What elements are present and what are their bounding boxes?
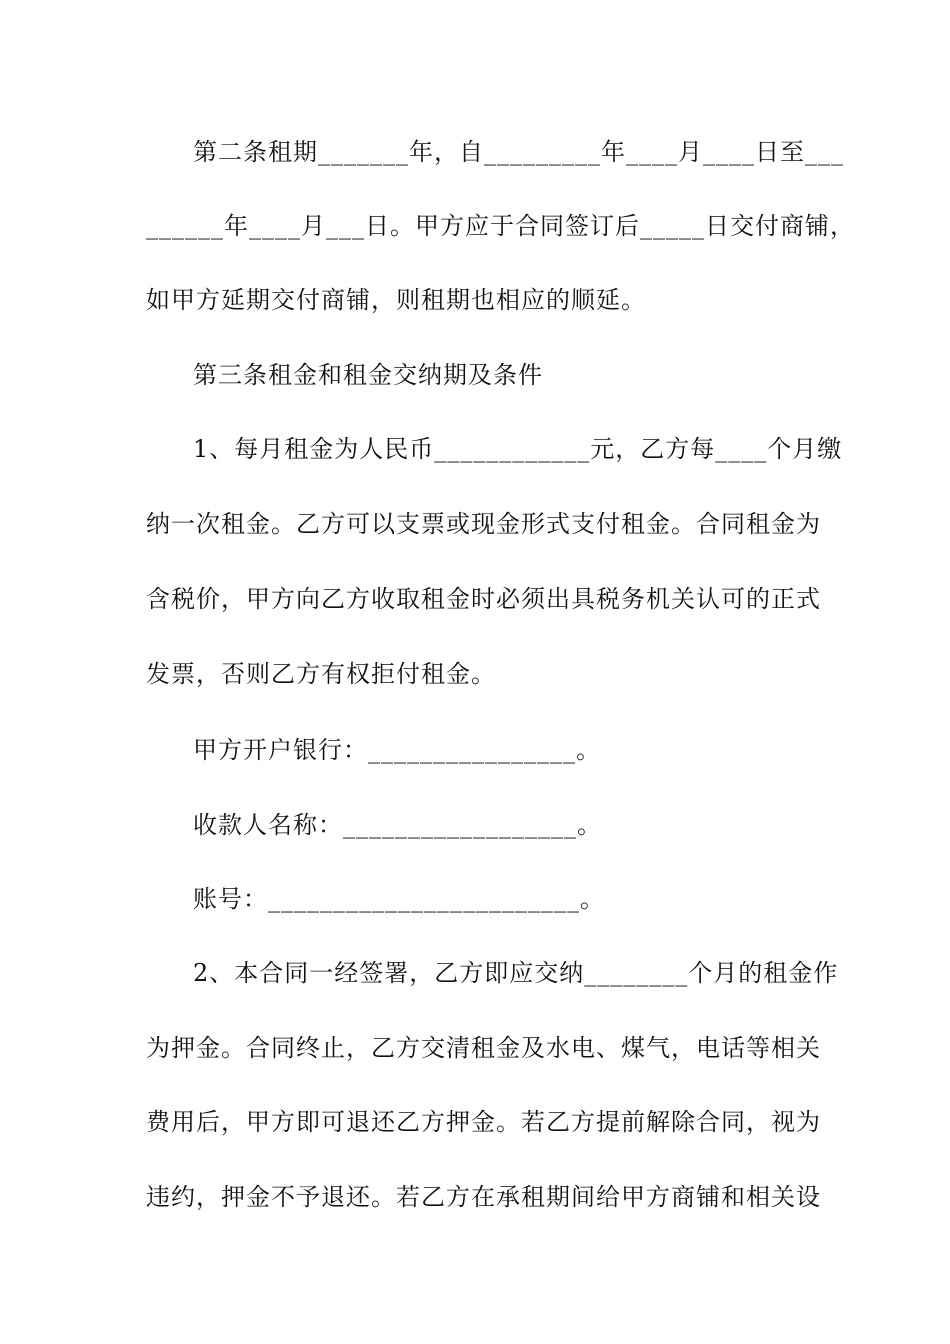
clause-1-line-3: 含税价，甲方向乙方收取租金时必须出具税务机关认可的正式 bbox=[146, 585, 821, 613]
clause-1-line-4: 发票，否则乙方有权拒付租金。 bbox=[146, 660, 496, 688]
clause-1-line-1: 1、每月租金为人民币____________元，乙方每____个月缴 bbox=[193, 435, 843, 463]
article-2-line-1: 第二条租期_______年，自_________年____月____日至___ bbox=[193, 138, 844, 166]
clause-2-line-2: 为押金。合同终止，乙方交清租金及水电、煤气，电话等相关 bbox=[146, 1034, 821, 1062]
clause-1-line-2: 纳一次租金。乙方可以支票或现金形式支付租金。合同租金为 bbox=[146, 510, 821, 538]
bank-line: 甲方开户银行：________________。 bbox=[193, 736, 601, 764]
article-3-heading: 第三条租金和租金交纳期及条件 bbox=[193, 361, 543, 389]
article-2-line-3: 如甲方延期交付商铺，则租期也相应的顺延。 bbox=[146, 286, 646, 314]
clause-2-line-3: 费用后，甲方即可退还乙方押金。若乙方提前解除合同，视为 bbox=[146, 1108, 821, 1136]
payee-line: 收款人名称：__________________。 bbox=[193, 811, 602, 839]
article-2-line-2: ______年____月___日。甲方应于合同签订后_____日交付商铺， bbox=[146, 212, 855, 240]
account-line: 账号：________________________。 bbox=[193, 885, 605, 913]
clause-2-line-1: 2、本合同一经签署，乙方即应交纳________个月的租金作 bbox=[193, 959, 839, 987]
clause-2-line-4: 违约，押金不予退还。若乙方在承租期间给甲方商铺和相关设 bbox=[146, 1183, 821, 1211]
